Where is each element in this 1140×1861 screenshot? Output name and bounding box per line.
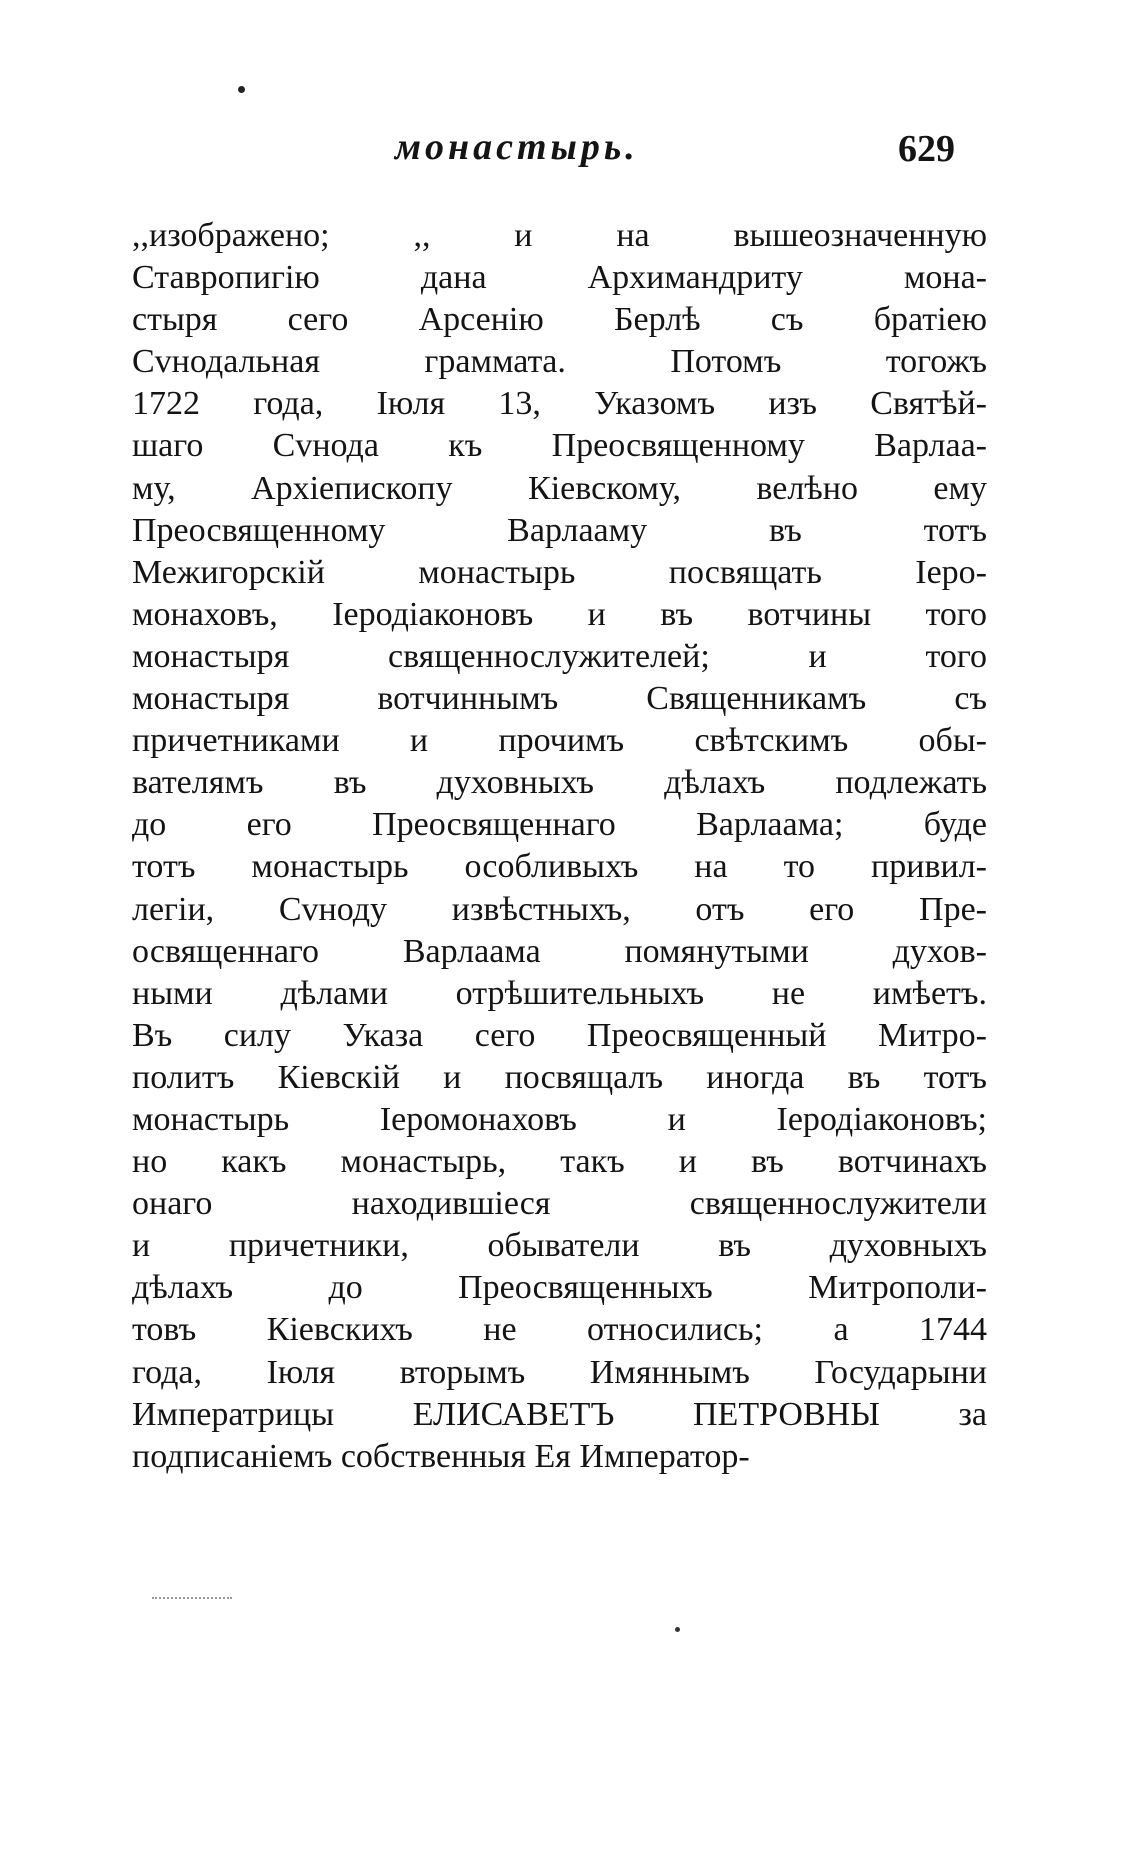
text-line: монаховъ, Іеродіаконовъ и въ вотчины того	[132, 595, 987, 633]
text-line: Императрицы ЕЛИСАВЕТЪ ПЕТРОВНЫ за	[132, 1395, 987, 1433]
text-line: стыря сего Арсенію Берлѣ съ братіею	[132, 301, 987, 339]
text-line: но какъ монастырь, такъ и въ вотчинахъ	[132, 1143, 987, 1181]
page-number: 629	[898, 128, 955, 170]
text-line: монастыря вотчиннымъ Священникамъ съ	[132, 680, 987, 718]
text-line: шаго Сvнода къ Преосвященному Варлаа-	[132, 427, 987, 465]
print-smudge	[152, 1597, 232, 1599]
text-line: причетниками и прочимъ свѣтскимъ обы-	[132, 722, 987, 760]
text-line: подписаніемъ собственныя Ея Император-	[132, 1437, 750, 1475]
text-line: товъ Кіевскихъ не относились; а 1744	[132, 1311, 987, 1349]
text-line: и причетники, обыватели въ духовныхъ	[132, 1227, 987, 1265]
text-line: Сvнодальная грамматa. Потомъ тогожъ	[132, 343, 987, 381]
text-line: тотъ монастырь особливыхъ на то привил-	[132, 848, 987, 886]
text-line: вателямъ въ духовныхъ дѣлахъ подлежать	[132, 764, 987, 802]
text-line: ,,изображено; ,, и на вышеозначенную	[132, 217, 987, 254]
text-line: му, Архіепископу Кіевскому, велѣно ему	[132, 469, 987, 507]
text-line: года, Іюля вторымъ Имяннымъ Государыни	[132, 1353, 987, 1391]
text-line: монастырь Іеромонаховъ и Іеродіаконовъ;	[132, 1100, 987, 1138]
text-line: Преосвященному Варлааму въ тотъ	[132, 511, 987, 549]
ink-speck	[675, 1627, 680, 1632]
text-line: Ставропигію дана Архимандриту монa-	[132, 259, 987, 297]
text-line: Межигорскій монастырь посвящать Іеро-	[132, 553, 987, 591]
text-line: ными дѣлами отрѣшительныхъ не имѣетъ.	[132, 974, 987, 1012]
body-text	[132, 215, 987, 1478]
running-head: монастырь.	[395, 126, 639, 168]
text-line: легіи, Сvноду извѣстныхъ, отъ его Пре-	[132, 890, 987, 928]
text-line: 1722 года, Іюля 13, Указомъ изъ Святѣй-	[132, 385, 987, 423]
text-line: дѣлахъ до Преосвященныхъ Митрополи-	[132, 1269, 987, 1307]
text-line: освященнаго Варлаама помянутыми духов-	[132, 932, 987, 970]
text-line: Въ силу Указа сего Преосвященный Митро-	[132, 1016, 987, 1054]
ink-speck	[238, 86, 245, 93]
text-line: онаго находившіеся священнослужители	[132, 1185, 987, 1223]
text-line: до его Преосвященнаго Варлаама; буде	[132, 806, 987, 844]
text-line: политъ Кіевскій и посвящалъ иногда въ тотъ	[132, 1058, 987, 1096]
text-line: монастыря священнослужителей; и того	[132, 637, 987, 675]
